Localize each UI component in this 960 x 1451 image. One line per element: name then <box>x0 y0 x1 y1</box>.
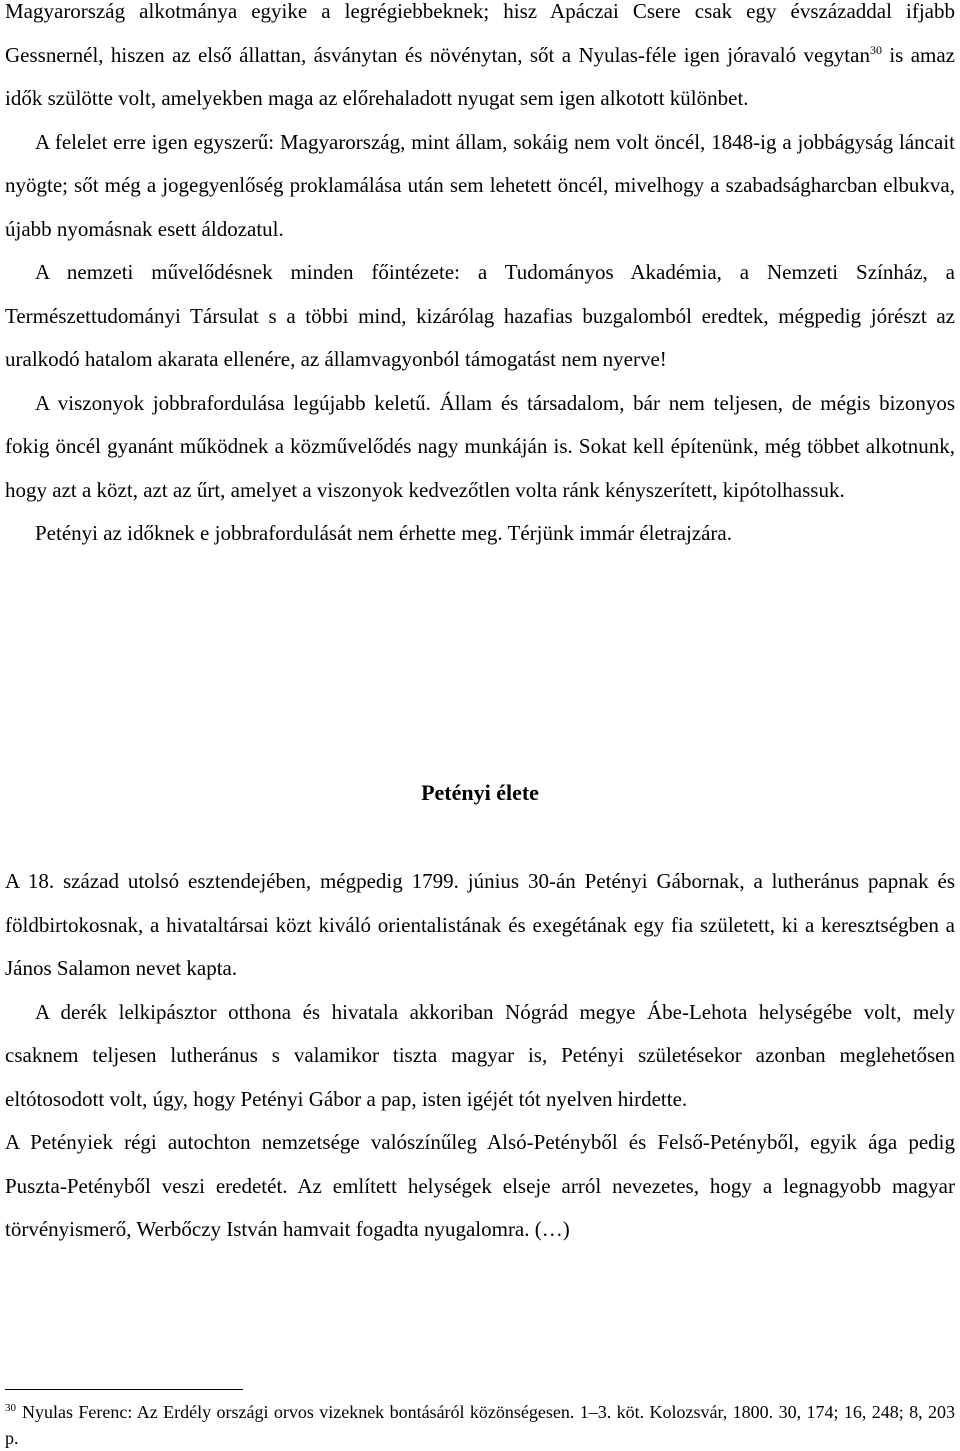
paragraph-text: Petényi az időknek e jobbrafordulását nem érhette meg. Térjünk immár életrajzára. <box>35 521 732 545</box>
body-text-top <box>5 0 955 556</box>
paragraph-text: A 18. század utolsó esztendejében, mégpedig 1799. június 30-án Petényi Gábornak, a lutheránus papnak és földbirtokosnak, a hivataltársai közt kiváló orientalistának és exegétának egy fia született, ki a keresztségben a János Salamon nevet kapta. <box>5 869 955 980</box>
paragraph <box>5 382 955 513</box>
paragraph <box>5 860 955 991</box>
paragraph-text: A nemzeti művelődésnek minden főintézete: a Tudományos Akadémia, a Nemzeti Színház, a Természettudományi Társulat s a többi mind, kizárólag hazafias buzgalomból eredtek, mégpedig jórészt az uralkodó hatalom akarata ellenére, az államvagyonból támogatást nem nyerve! <box>5 260 955 371</box>
footnote-reference[interactable]: 30 <box>869 42 882 57</box>
paragraph-text: A derék lelkipásztor otthona és hivatala akkoriban Nógrád megye Ábe-Lehota helységébe volt, mely csaknem teljesen lutheránus s valamikor tiszta magyar is, Petényi születésekor azonban meglehetősen eltótosodott volt, úgy, hogy Petényi Gábor a pap, isten igéjét tót nyelven hirdette. <box>5 999 955 1111</box>
paragraph <box>5 512 955 556</box>
body-text-bottom <box>5 860 955 1252</box>
paragraph <box>5 991 955 1122</box>
footnote <box>5 1399 955 1451</box>
section-title: Petényi élete <box>421 780 539 805</box>
paragraph <box>5 121 955 252</box>
footnote-separator <box>5 1389 243 1390</box>
footnote-number: 30 <box>5 1402 16 1414</box>
paragraph-text: A Petényiek régi autochton nemzetsége valószínűleg Alsó-Petényből és Felső-Petényből, egyik ága pedig Puszta-Petényből veszi eredetét. Az említett helységek elseje arról nevezetes, hogy a legnagyobb magyar törvényismerő, Werbőczy István hamvait fogadta nyugalomra. (…) <box>5 1130 955 1241</box>
paragraph-text: is amaz idők szülötte volt, amelyekben maga az előrehaladott nyugat sem igen alkotott különbet. <box>5 42 955 110</box>
paragraph-text: A viszonyok jobbrafordulása legújabb keletű. Állam és társadalom, bár nem teljesen, de mégis bizonyos fokig öncél gyanánt működnek a közművelődés nagy munkáján is. Sokat kell építenünk, még többet alkotnunk, hogy azt a közt, azt az űrt, amelyet a viszonyok kedvezőtlen volta ránk kényszerített, kipótolhassuk. <box>5 390 955 502</box>
paragraph <box>5 0 955 121</box>
paragraph <box>5 1121 955 1252</box>
paragraph-text: Magyarország alkotmánya egyike a legrégiebbeknek; hisz Apáczai Csere csak egy évszázaddal ifjabb Gessnernél, hiszen az első állattan, ásványtan és növénytan, sőt a Nyulas-féle igen jóravaló vegytan <box>5 0 955 67</box>
footnote-text: Nyulas Ferenc: Az Erdély országi orvos vizeknek bontásáról közönségesen. 1–3. köt. Kolozsvár, 1800. 30, 174; 16, 248; 8, 203 p. <box>5 1402 955 1448</box>
paragraph-text: A felelet erre igen egyszerű: Magyarország, mint állam, sokáig nem volt öncél, 1848-ig a jobbágyság láncait nyögte; sőt még a jogegyenlőség proklamálása után sem lehetett öncél, mivelhogy a szabadságharcban elbukva, újabb nyomásnak esett áldozatul. <box>5 129 955 241</box>
paragraph <box>5 251 955 382</box>
